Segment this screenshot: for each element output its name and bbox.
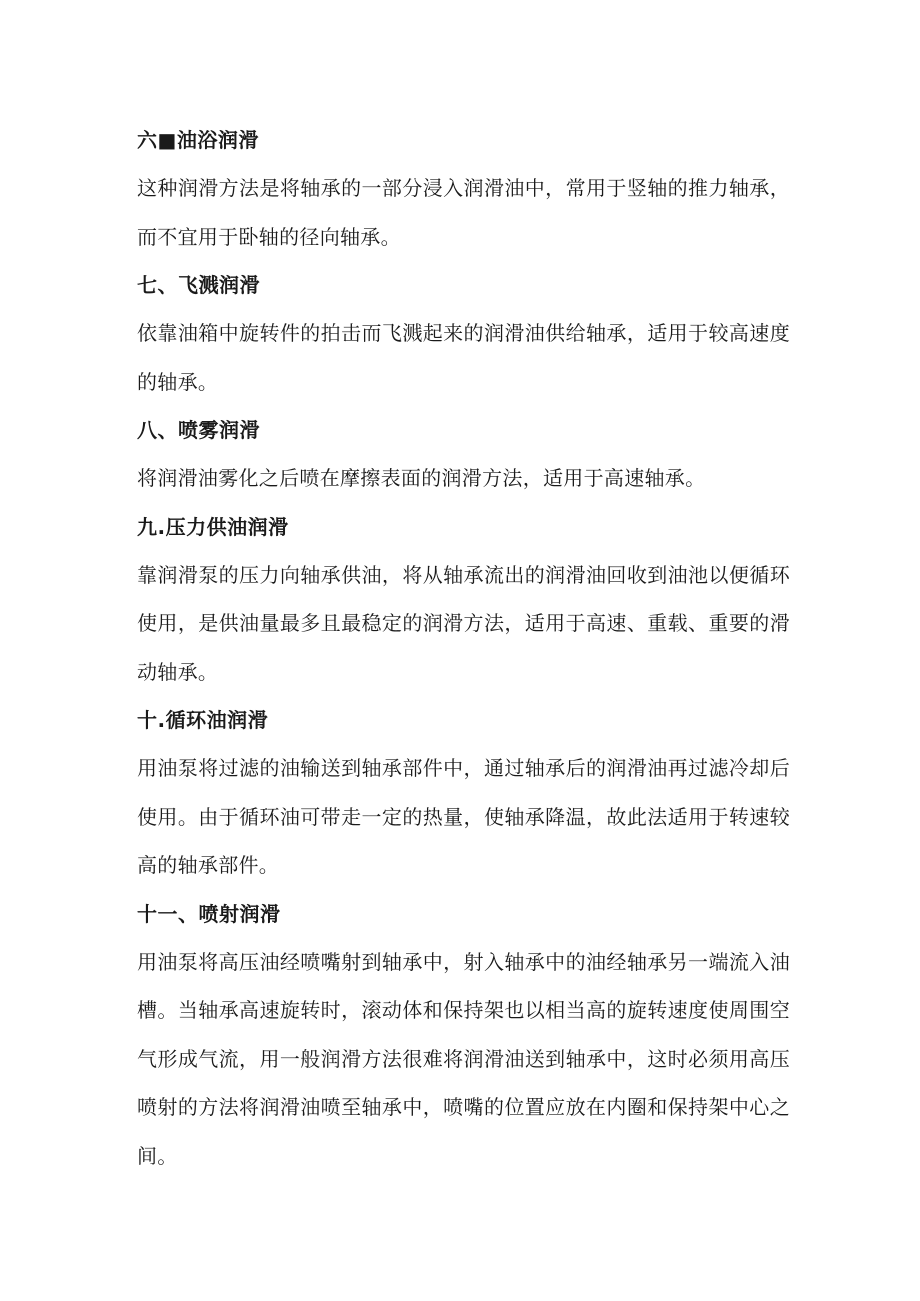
section-circulating-oil bbox=[137, 696, 790, 890]
section-body: 用油泵将高压油经喷嘴射到轴承中，射入轴承中的油经轴承另一端流入油槽。当轴承高速旋转时，滚动体和保持架也以相当高的旋转速度使周围空气形成气流，用一般润滑方法很难将润滑油送到轴承中，这时必须用高压喷射的方法将润滑油喷至轴承中，喷嘴的位置应放在内圈和保持架中心之间。 bbox=[137, 949, 790, 1168]
section-mist bbox=[137, 406, 790, 503]
section-body: 这种润滑方法是将轴承的一部分浸入润滑油中，常用于竖轴的推力轴承，而不宜用于卧轴的径向轴承。 bbox=[137, 176, 790, 249]
section-oil-bath bbox=[137, 116, 790, 261]
section-heading: 十.循环油润滑 bbox=[137, 708, 269, 732]
section-pressure-feed bbox=[137, 503, 790, 697]
section-heading: 九.压力供油润滑 bbox=[137, 514, 289, 539]
section-body: 靠润滑泵的压力向轴承供油，将从轴承流出的润滑油回收到油池以便循环使用，是供油量最多且最稳定的润滑方法，适用于高速、重载、重要的滑动轴承。 bbox=[137, 562, 790, 684]
section-body: 用油泵将过滤的油输送到轴承部件中，通过轴承后的润滑油再过滤冷却后使用。由于循环油可带走一定的热量，使轴承降温，故此法适用于转速较高的轴承部件。 bbox=[137, 756, 790, 877]
section-splash bbox=[137, 261, 790, 406]
section-body: 将润滑油雾化之后喷在摩擦表面的润滑方法，适用于高速轴承。 bbox=[137, 466, 706, 490]
section-heading: 十一、喷射润滑 bbox=[137, 901, 281, 926]
section-jet bbox=[137, 890, 790, 1181]
section-body: 依靠油箱中旋转件的拍击而飞溅起来的润滑油供给轴承，适用于较高速度的轴承。 bbox=[137, 321, 790, 394]
section-heading: 八、喷雾润滑 bbox=[137, 418, 260, 442]
section-heading: 六■油浴润滑 bbox=[137, 128, 259, 152]
section-heading: 七、飞溅润滑 bbox=[137, 273, 260, 297]
